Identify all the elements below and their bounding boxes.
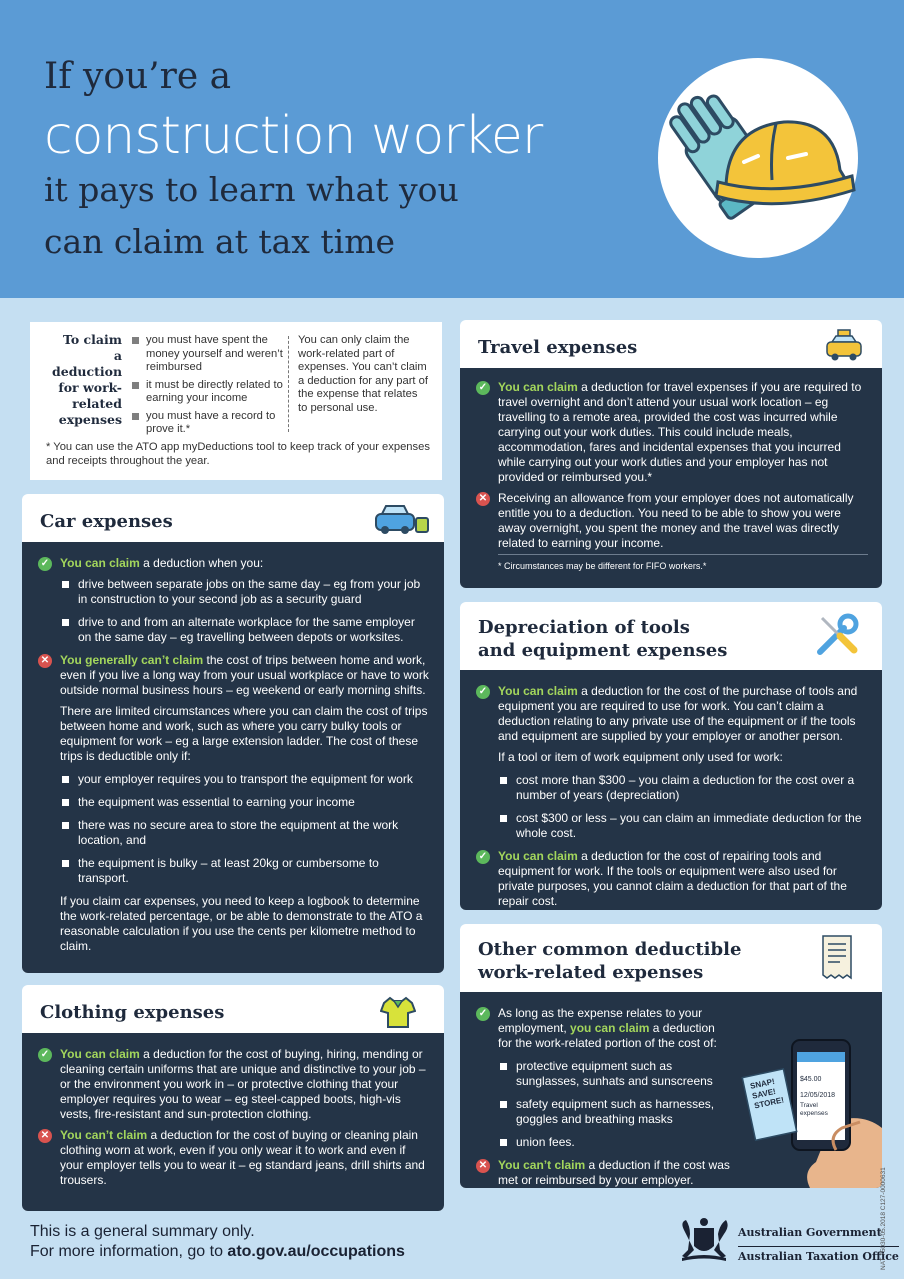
- list-item: you must have spent the money yourself and weren’t reimbursed: [132, 334, 290, 375]
- can-claim-row: [460, 380, 882, 485]
- car-expenses-card: [22, 494, 444, 973]
- cant-claim-label: You generally can’t claim: [60, 653, 204, 667]
- coat-of-arms-icon: [676, 1216, 732, 1262]
- travel-expenses-card: [460, 320, 882, 588]
- receipt-title: To claim a deduction for work-related expenses: [52, 332, 123, 427]
- cant-claim-row: [460, 491, 882, 551]
- receipt-icon: [820, 934, 854, 980]
- card-title: Clothing expenses: [40, 1002, 225, 1023]
- card-title: [478, 938, 741, 984]
- check-icon: ✓: [38, 557, 52, 571]
- can-claim-text: a deduction for travel expenses if you are required to travel overnight and don’t attend your usual work location – eg travelling to a remote area, provided the cost was incurred while carrying out your work duties. This could include meals, accommodation, fares and incidental expenses that you incurred while carrying out your work duties and your employer has not provided or reimbursed you.*: [498, 380, 862, 484]
- deduction-rules-receipt: [30, 322, 442, 480]
- mydeductions-note: * You can use the ATO app myDeductions tool to keep track of your expenses and receipts throughout the year.: [46, 441, 430, 467]
- card-title-line1: Other common deductible: [478, 939, 742, 960]
- cant-claim-label: You can’t claim: [60, 1128, 148, 1142]
- footer-line2-prefix: For more information, go to: [30, 1243, 228, 1260]
- tools-depreciation-card: [460, 602, 882, 910]
- footer-summary: [30, 1222, 405, 1262]
- can-claim-text: a deduction when you:: [139, 556, 264, 570]
- card-title-line2: work-related expenses: [478, 962, 704, 983]
- list-item: the equipment is bulky – at least 20kg or cumbersome to transport.: [60, 856, 430, 886]
- car-icon: [372, 502, 432, 538]
- can-claim-list: [60, 577, 430, 645]
- list-item: drive to and from an alternate workplace for the same employer on the same day – eg travelling between depots or worksites.: [60, 615, 430, 645]
- card-title: Car expenses: [40, 511, 173, 532]
- cross-icon: ✕: [38, 654, 52, 668]
- list-item: your employer requires you to transport the equipment for work: [60, 772, 430, 787]
- can-claim-row: [22, 556, 444, 645]
- publication-code: NAT 75030-05.2018 C127-0000631: [880, 1167, 887, 1270]
- headline-line4: can claim at tax time: [44, 222, 396, 261]
- check-icon: ✓: [38, 1048, 52, 1062]
- ato-label: Australian Taxation Office: [738, 1246, 899, 1263]
- list-item: protective equipment such as sunglasses, sunhats and sunscreens: [498, 1059, 732, 1089]
- cant-claim-row: [22, 653, 444, 954]
- clothing-expenses-card: [22, 985, 444, 1211]
- cross-icon: ✕: [476, 1159, 490, 1173]
- snap-save-store-label: SNAP! SAVE! STORE!: [749, 1076, 785, 1111]
- cant-claim-text: a deduction if the cost was met or reimbursed by your employer.: [498, 1158, 730, 1187]
- ato-occupations-link[interactable]: ato.gov.au/occupations: [227, 1243, 405, 1260]
- card-title: [478, 616, 727, 662]
- list-item: there was no secure area to store the equipment at the work location, and: [60, 818, 430, 848]
- travel-expenses-body: [460, 368, 882, 588]
- intro-text: As long as the expense relates to your employment,: [498, 1006, 703, 1035]
- headline-line3: it pays to learn what you: [44, 170, 459, 209]
- can-claim-label: You can claim: [498, 684, 578, 698]
- can-claim-repair-row: [460, 849, 882, 909]
- logbook-note: If you claim car expenses, you need to keep a logbook to determine the work-related percentage, or be able to demonstrate to the ATO a reasonable calculation if you use the cents per kilometre method to claim.: [60, 894, 423, 953]
- check-icon: ✓: [476, 685, 490, 699]
- can-claim-label: You can claim: [498, 849, 578, 863]
- shirt-icon: [380, 995, 416, 1029]
- australian-government-label: Australian Government: [738, 1226, 882, 1239]
- hard-hat-icon: [658, 58, 858, 258]
- other-expenses-card: [460, 924, 882, 1188]
- list-item: the equipment was essential to earning your income: [60, 795, 430, 810]
- divider: [498, 554, 868, 555]
- can-claim-text: a deduction for the cost of buying, hiring, mending or cleaning certain uniforms that are unique and distinctive to your job – or the environment you work in – or protective clothing that your employer requires you to wear – eg steel-capped boots, high-vis vests, fire-resistant and sun-protection clothing.: [60, 1047, 426, 1121]
- check-icon: ✓: [476, 381, 490, 395]
- phone-date: 12/05/2018: [800, 1092, 836, 1099]
- list-item: drive between separate jobs on the same day – eg from your job in construction to your second job as a security guard: [60, 577, 430, 607]
- limited-list: [60, 772, 430, 886]
- footnote-text: * Circumstances may be different for FIFO workers.*: [498, 561, 707, 571]
- check-icon: ✓: [476, 850, 490, 864]
- taxi-icon: [824, 328, 864, 364]
- other-expenses-body: [460, 992, 882, 1188]
- limited-circumstances: There are limited circumstances where you can claim the cost of trips between home and work, such as where you carry bulky tools or equipment for work – eg a large extension ladder. The cost of these trips is deductible only if:: [60, 704, 428, 763]
- list-item: cost $300 or less – you can claim an immediate deduction for the whole cost.: [498, 811, 868, 841]
- cant-claim-row: [22, 1128, 444, 1188]
- card-title: Travel expenses: [478, 337, 638, 358]
- phone-illustration: [732, 1032, 882, 1188]
- list-item: you must have a record to prove it.*: [132, 410, 290, 437]
- can-claim-label: You can claim: [60, 556, 140, 570]
- card-title-line1: Depreciation of tools: [478, 617, 690, 638]
- tool-cost-list: [498, 773, 868, 841]
- cross-icon: ✕: [476, 492, 490, 506]
- check-icon: ✓: [476, 1007, 490, 1021]
- cross-icon: ✕: [38, 1129, 52, 1143]
- footer-line1: This is a general summary only.: [30, 1223, 255, 1240]
- cant-claim-label: You can’t claim: [498, 1158, 586, 1172]
- list-item: union fees.: [498, 1135, 732, 1150]
- headline-line1: If you’re a: [44, 56, 232, 97]
- cant-claim-text: Receiving an allowance from your employer does not automatically entitle you to a deduction. You need to be able to show you were away overnight, you spent the money and the travel was directly related to earning your income.: [498, 491, 854, 550]
- other-items-list: [498, 1059, 732, 1150]
- cant-claim-text: the cost of trips between home and work, even if you live a long way from your usual workplace or have to work outside normal business hours – eg weekend or early morning shifts.: [60, 653, 429, 697]
- receipt-rules-list: [132, 334, 290, 441]
- can-claim-text: a deduction for the cost of repairing tools and equipment for work. If the tools or equipment were also used for private purposes, you cannot claim a deduction for that part of the repair cost.: [498, 849, 847, 908]
- can-claim-row: [460, 684, 882, 841]
- wrench-screwdriver-icon: [814, 612, 860, 658]
- can-claim-text: a deduction for the work-related portion of the cost of:: [498, 1021, 717, 1050]
- receipt-zigzag-edge: [440, 322, 448, 480]
- can-claim-label: you can claim: [570, 1021, 650, 1035]
- ato-logo: [676, 1216, 899, 1264]
- tools-depreciation-body: [460, 670, 882, 910]
- phone-amount: $45.00: [800, 1076, 822, 1083]
- cant-claim-text: a deduction for the cost of buying or cleaning plain clothing worn at work, even if you only wear it to work and even if your employer tells you to wear it – eg standard jeans, drill shirts and trousers.: [60, 1128, 425, 1187]
- list-item: cost more than $300 – you claim a deduction for the cost over a number of years (depreciation): [498, 773, 868, 803]
- clothing-expenses-body: [22, 1033, 444, 1211]
- tool-only-for-work: If a tool or item of work equipment only used for work:: [498, 750, 783, 764]
- list-item: it must be directly related to earning your income: [132, 379, 290, 406]
- work-related-part-note: You can only claim the work-related part of expenses. You can’t claim a deduction for any part of the expense that relates to personal use.: [298, 334, 428, 414]
- phone-description: Travel expenses: [800, 1102, 828, 1117]
- headline-occupation: construction worker: [44, 106, 543, 166]
- can-claim-row: [22, 1047, 444, 1122]
- hero-illustration: [658, 58, 858, 258]
- car-expenses-body: [22, 542, 444, 973]
- card-title-line2: and equipment expenses: [478, 640, 728, 661]
- header-banner: [0, 0, 904, 298]
- list-item: safety equipment such as harnesses, goggles and breathing masks: [498, 1097, 732, 1127]
- can-claim-label: You can claim: [498, 380, 578, 394]
- can-claim-text: a deduction for the cost of the purchase of tools and equipment you are required to use for work. You can’t claim a deduction relating to any private use of the equipment or if the tools and equipment are supplied by your employer or another person.: [498, 684, 858, 743]
- receipt-zigzag-edge: [24, 322, 32, 480]
- can-claim-label: You can claim: [60, 1047, 140, 1061]
- fifo-footnote: [460, 560, 882, 572]
- dashed-divider: [288, 336, 289, 432]
- footer-line2: [30, 1242, 405, 1262]
